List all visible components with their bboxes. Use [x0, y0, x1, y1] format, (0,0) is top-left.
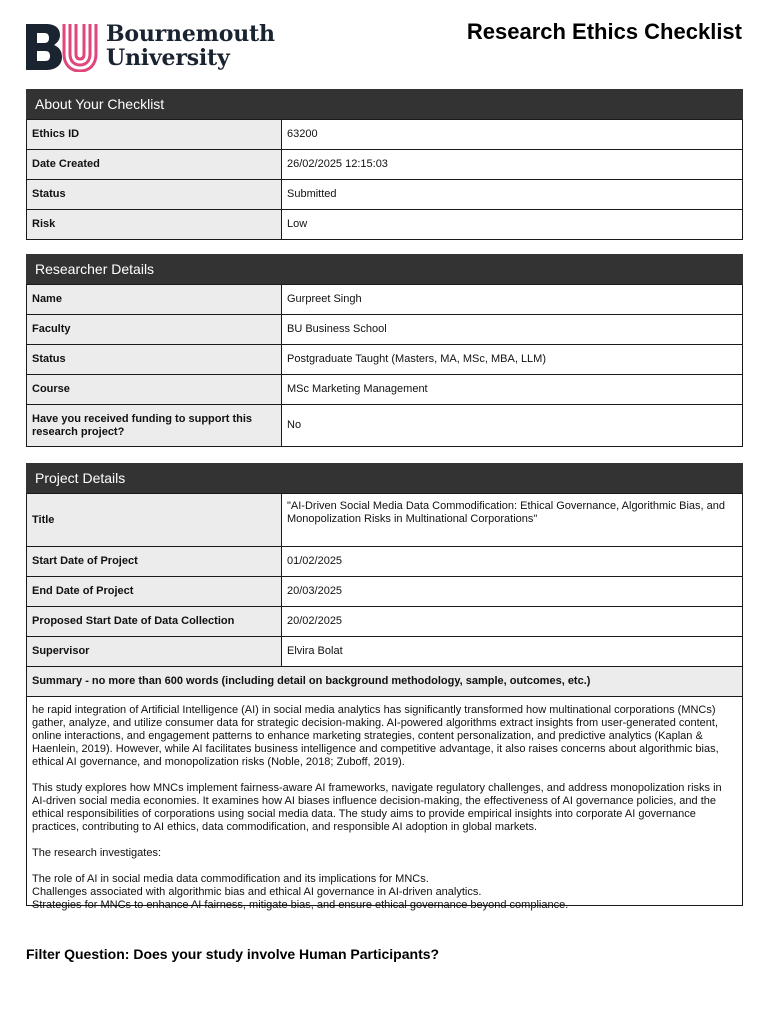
project-table [26, 493, 743, 697]
table-row [27, 120, 743, 150]
summary-list-item: The role of AI in social media data commodification and its implications for MNCs. [32, 873, 429, 885]
row-label: Faculty [27, 315, 282, 345]
table-row [27, 315, 743, 345]
row-value: MSc Marketing Management [282, 375, 743, 405]
table-row [27, 375, 743, 405]
table-row [27, 405, 743, 447]
summary-heading: Summary - no more than 600 words (including detail on background methodology, sample, outcomes, etc.) [27, 667, 743, 697]
row-label: End Date of Project [27, 577, 282, 607]
summary-paragraph: The research investigates: [32, 847, 162, 859]
row-value: Low [282, 210, 743, 240]
row-label: Status [27, 180, 282, 210]
table-row [27, 150, 743, 180]
row-label: Start Date of Project [27, 547, 282, 577]
row-value: Postgraduate Taught (Masters, MA, MSc, MBA, LLM) [282, 345, 743, 375]
section-heading: About Your Checklist [26, 89, 743, 119]
row-value: Elvira Bolat [282, 637, 743, 667]
row-label: Have you received funding to support this research project? [27, 405, 282, 447]
table-row [27, 345, 743, 375]
row-value: 20/03/2025 [282, 577, 743, 607]
table-row [27, 637, 743, 667]
researcher-details-section [26, 254, 743, 447]
row-label: Proposed Start Date of Data Collection [27, 607, 282, 637]
table-row [27, 577, 743, 607]
row-label: Title [27, 494, 282, 547]
project-title-value: "AI-Driven Social Media Data Commodification: Ethical Governance, Algorithmic Bias, and Monopolization Risks in Multinational Corporations" [282, 494, 743, 547]
summary-list-item: Strategies for MNCs to enhance AI fairness, mitigate bias, and ensure ethical governance beyond compliance. [32, 899, 569, 911]
summary-body [26, 697, 743, 911]
row-label: Course [27, 375, 282, 405]
row-label: Supervisor [27, 637, 282, 667]
logo-text-line1: Bournemouth [106, 21, 275, 47]
about-table [26, 119, 743, 240]
row-value: No [282, 405, 743, 447]
filter-question: Filter Question: Does your study involve Human Participants? [26, 946, 440, 962]
table-row [27, 547, 743, 577]
table-row [27, 494, 743, 547]
row-value: BU Business School [282, 315, 743, 345]
row-label: Risk [27, 210, 282, 240]
row-label: Name [27, 285, 282, 315]
row-value: 63200 [282, 120, 743, 150]
table-row [27, 285, 743, 315]
page-title: Research Ethics Checklist [466, 19, 742, 44]
row-label: Date Created [27, 150, 282, 180]
summary-paragraph: This study explores how MNCs implement fairness-aware AI frameworks, navigate regulatory challenges, and address monopolization risks in AI-driven social media economies. It examines how AI biases influence decision-making, the effectiveness of AI governance policies, and the ethical responsibilities of corporations using social media data. The study aims to provide empirical insights into corporate AI governance practices, contributing to AI ethics, data commodification, and responsible AI adoption in global markets. [32, 782, 722, 833]
summary-list-item: Challenges associated with algorithmic bias and ethical AI governance in AI-driven analytics. [32, 886, 482, 898]
row-value: 26/02/2025 12:15:03 [282, 150, 743, 180]
row-value: Submitted [282, 180, 743, 210]
logo-text-line2: University [106, 45, 230, 71]
bu-logo-icon [26, 24, 98, 72]
table-row [27, 607, 743, 637]
table-row [27, 210, 743, 240]
table-row [27, 180, 743, 210]
row-value: 01/02/2025 [282, 547, 743, 577]
row-value: 20/02/2025 [282, 607, 743, 637]
researcher-table [26, 284, 743, 447]
about-checklist-section [26, 89, 743, 240]
project-details-section [26, 463, 743, 911]
row-label: Status [27, 345, 282, 375]
university-logo [26, 22, 296, 74]
table-row [27, 667, 743, 697]
section-heading: Researcher Details [26, 254, 743, 284]
summary-paragraph: he rapid integration of Artificial Intelligence (AI) in social media analytics has significantly transformed how multinational corporations (MNCs) gather, analyze, and utilize consumer data for strategic decision-making. AI-powered algorithms extract insights from user-generated content, online interactions, and engagement patterns to enhance marketing strategies, content personalization, and predictive analytics (Kaplan & Haenlein, 2019). However, while AI facilitates business intelligence and competitive advantage, it also raises concerns about algorithmic bias, ethical AI governance, and monopolization risks (Noble, 2018; Zuboff, 2019). [32, 704, 719, 768]
section-heading: Project Details [26, 463, 743, 493]
row-value: Gurpreet Singh [282, 285, 743, 315]
row-label: Ethics ID [27, 120, 282, 150]
